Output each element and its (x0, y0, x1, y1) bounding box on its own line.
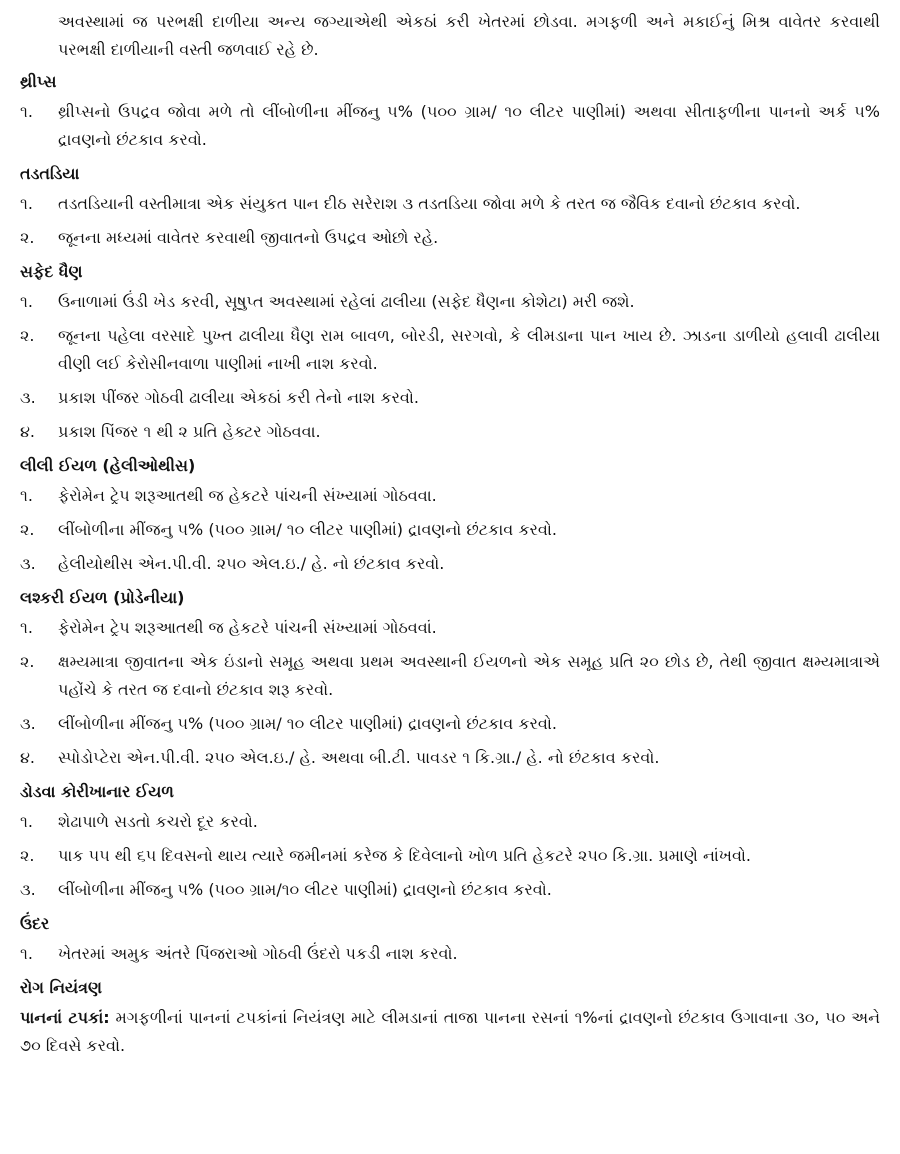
list-item-text: લીંબોળીના મીંજનુ ૫% (૫૦૦ ગ્રામ/૧૦ લીટર પાણીમાં) દ્રાવણનો છંટકાવ કરવો. (58, 880, 552, 899)
list-item-text: સ્પોડોપ્ટેરા એન.પી.વી. ૨૫૦ એલ.ઇ./ હે. અથવા બી.ટી. પાવડર ૧ કિ.ગ્રા./ હે. નો છંટકાવ કરવો. (58, 748, 660, 767)
pest-sections (20, 68, 880, 968)
list-item-number: ૧. (20, 102, 33, 121)
section-list (20, 190, 880, 252)
list-item-text: લીંબોળીના મીંજનુ ૫% (૫૦૦ ગ્રામ/ ૧૦ લીટર પાણીમાં) દ્રાવણનો છંટકાવ કરવો. (58, 520, 557, 539)
list-item (20, 418, 880, 446)
section-heading: ઉંદર (20, 914, 50, 933)
list-item (20, 842, 880, 870)
list-item (20, 516, 880, 544)
list-item-number: ૩. (20, 714, 36, 733)
list-item (20, 648, 880, 704)
list-item-number: ૪. (20, 422, 36, 441)
intro-paragraph: અવસ્થામાં જ પરભક્ષી દાળીયા અન્ય જગ્યાએથી એકઠાં કરી ખેતરમાં છોડવા. મગફળી અને મકાઈનું મિશ્ર વાવેતર કરવાથી પરભક્ષી દાળીયાની વસ્તી જળવાઈ રહે છે. (58, 12, 880, 59)
list-item-number: ૩. (20, 554, 36, 573)
leaf-spot-paragraph (20, 1004, 880, 1060)
list-item (20, 384, 880, 412)
list-item-text: ખેતરમાં અમુક અંતરે પિંજરાઓ ગોઠવી ઉંદરો પકડી નાશ કરવો. (58, 944, 458, 963)
section-list (20, 940, 880, 968)
section-list (20, 614, 880, 772)
disease-control-heading: રોગ નિયંત્રણ (20, 978, 102, 997)
list-item-text: લીંબોળીના મીંજનુ ૫% (૫૦૦ ગ્રામ/ ૧૦ લીટર પાણીમાં) દ્રાવણનો છંટકાવ કરવો. (58, 714, 557, 733)
list-item (20, 98, 880, 154)
list-item-number: ૧. (20, 486, 33, 505)
section-heading: લીલી ઈયળ (હેલીઓથીસ) (20, 456, 196, 475)
list-item-number: ૨. (20, 846, 35, 865)
list-item (20, 614, 880, 642)
list-item-text: ફેરોમેન ટ્રેપ શરૂઆતથી જ હેકટરે પાંચની સંખ્યામાં ગોઠવવાં. (58, 618, 437, 637)
list-item-number: ૨. (20, 326, 35, 345)
list-item-text: તડતડિયાની વસ્તીમાત્રા એક સંયુકત પાન દીઠ સરેરાશ ૩ તડતડિયા જોવા મળે કે તરત જ જૈવિક દવાનો છંટકાવ કરવો. (58, 194, 801, 213)
list-item-text: જૂનના પહેલા વરસાદે પુખ્ત ઢાલીયા ધૈણ રામ બાવળ, બોરડી, સરગવો, કે લીમડાના પાન ખાય છે. ઝાડના ડાળીયો હલાવી ઢાલીયા વીણી લઈ કેરોસીનવાળા પાણીમાં નાખી નાશ કરવો. (58, 326, 880, 373)
list-item (20, 808, 880, 836)
list-item-text: પ્રકાશ પીંજર ગોઠવી ઢાલીયા એકઠાં કરી તેનો નાશ કરવો. (58, 388, 419, 407)
list-item-text: પાક ૫૫ થી ૬૫ દિવસનો થાય ત્યારે જમીનમાં કરેજ કે દિવેલાનો ખોળ પ્રતિ હેકટરે ૨૫૦ કિ.ગ્રા. પ્રમાણે નાંખવો. (58, 846, 752, 865)
list-item-text: થ્રીપ્સનો ઉપદ્રવ જોવા મળે તો લીંબોળીના મીંજનુ ૫% (૫૦૦ ગ્રામ/ ૧૦ લીટર પાણીમાં) અથવા સીતાફળીના પાનનો અર્ક ૫% દ્રાવણનો છંટકાવ કરવો. (58, 102, 880, 149)
section-heading: સફેદ ધૈણ (20, 262, 83, 281)
list-item-number: ૨. (20, 520, 35, 539)
list-item (20, 550, 880, 578)
list-item-number: ૧. (20, 194, 33, 213)
list-item-text: શેઢાપાળે સડતો કચરો દૂર કરવો. (58, 812, 258, 831)
list-item-number: ૧. (20, 944, 33, 963)
list-item-number: ૨. (20, 652, 35, 671)
list-item-text: ક્ષમ્યમાત્રા જીવાતના એક ઇંડાનો સમૂહ અથવા પ્રથમ અવસ્થાની ઈયળનો એક સમૂહ પ્રતિ ૨૦ છોડ છે, તેથી જીવાત ક્ષમ્યમાત્રાએ પહોંચે કે તરત જ દવાનો છંટકાવ શરૂ કરવો. (58, 652, 880, 699)
list-item-text: પ્રકાશ પિંજર ૧ થી ૨ પ્રતિ હેક્ટર ગોઠવવા. (58, 422, 321, 441)
list-item-number: ૨. (20, 228, 35, 247)
list-item-text: હેલીયોથીસ એન.પી.વી. ૨૫૦ એલ.ઇ./ હે. નો છંટકાવ કરવો. (58, 554, 445, 573)
list-item (20, 224, 880, 252)
list-item (20, 322, 880, 378)
list-item (20, 710, 880, 738)
list-item-text: ફેરોમેન ટ્રેપ શરૂઆતથી જ હેકટરે પાંચની સંખ્યામાં ગોઠવવા. (58, 486, 437, 505)
list-item (20, 288, 880, 316)
list-item-number: ૪. (20, 748, 36, 767)
list-item-number: ૧. (20, 618, 33, 637)
section-list (20, 482, 880, 578)
list-item-number: ૩. (20, 388, 36, 407)
section-list (20, 288, 880, 446)
list-item-number: ૧. (20, 292, 33, 311)
list-item (20, 482, 880, 510)
list-item (20, 876, 880, 904)
section-heading: ડોડવા કોરીખાનાર ઈયળ (20, 782, 174, 801)
leaf-spot-text: મગફળીનાં પાનનાં ટપકાંનાં નિયંત્રણ માટે લીમડાનાં તાજા પાનના રસનાં ૧%નાં દ્રાવણનો છંટકાવ ઉગાવાના ૩૦, ૫૦ અને ૭૦ દિવસે કરવો. (20, 1008, 880, 1055)
list-item (20, 190, 880, 218)
section-heading: થ્રીપ્સ (20, 72, 57, 91)
list-item (20, 744, 880, 772)
list-item-text: ઉનાળામાં ઉંડી ખેડ કરવી, સૂષુપ્ત અવસ્થામાં રહેલાં ઢાલીયા (સફેદ ધૈણના કોશેટા) મરી જશે. (58, 292, 635, 311)
leaf-spot-label: પાનનાં ટપકાં: (20, 1008, 110, 1027)
list-item (20, 940, 880, 968)
section-heading: તડતડિયા (20, 164, 80, 183)
list-item-number: ૩. (20, 880, 36, 899)
section-heading: લશ્કરી ઈયળ (પ્રોડેનીયા) (20, 588, 185, 607)
list-item-text: જૂનના મધ્યમાં વાવેતર કરવાથી જીવાતનો ઉપદ્રવ ઓછો રહે. (58, 228, 439, 247)
section-list (20, 808, 880, 904)
list-item-number: ૧. (20, 812, 33, 831)
section-list (20, 98, 880, 154)
